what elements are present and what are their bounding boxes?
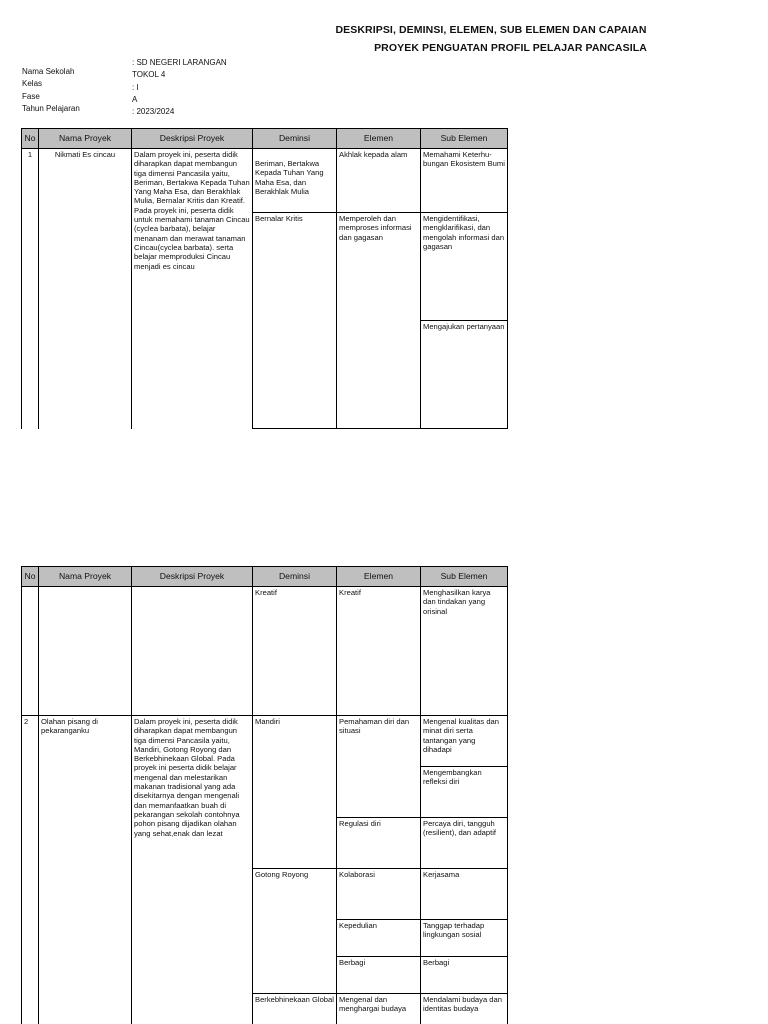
col-nama-proyek: Nama Proyek (39, 567, 132, 587)
col-elemen: Elemen (337, 129, 421, 149)
row-no: 2 (22, 716, 39, 1024)
row-elemen: Berbagi (337, 957, 421, 994)
col-deminsi: Deminsi (253, 129, 337, 149)
row-deminsi: Gotong Royong (253, 869, 337, 994)
row-no: 1 (22, 149, 39, 429)
row-sub-elemen: Tanggap terhadap lingkungan sosial (421, 920, 508, 957)
row-deskripsi-empty (132, 587, 253, 716)
table-row (22, 587, 508, 716)
row-sub-elemen: Mengidentifikasi, mengklarifikasi, dan mengolah informasi dan gagasan (421, 213, 508, 321)
school-info-labels (22, 66, 80, 115)
row-deminsi: Berkebhinekaan Global (253, 994, 337, 1024)
row-elemen: Memperoleh dan memproses informasi dan gagasan (337, 213, 421, 429)
row-sub-elemen: Percaya diri, tangguh (resilient), dan adaptif (421, 818, 508, 869)
row-nama-proyek: Nikmati Es cincau (39, 149, 132, 429)
col-no: No (22, 567, 39, 587)
col-no: No (22, 129, 39, 149)
row-sub-elemen: Kerjasama (421, 869, 508, 920)
row-nama-empty (39, 587, 132, 716)
project-table-1 (21, 128, 508, 429)
col-deskripsi: Deskripsi Proyek (132, 567, 253, 587)
school-info-values (132, 57, 227, 118)
row-deminsi: Beriman, Bertakwa Kepada Tuhan Yang Maha Esa, dan Berakhlak Mulia (253, 149, 337, 213)
value-sekolah: : SD NEGERI LARANGAN (132, 58, 227, 67)
row-sub-elemen: Mengenal kualitas dan minat diri serta tantangan yang dihadapi (421, 716, 508, 767)
row-deskripsi: Dalam proyek ini, peserta didik diharapkan dapat membangun tiga dimensi Pancasila yaitu, Mandiri, Gotong Royong dan Berkebhinekaan Global. Pada proyek ini peserta didik belajar mengenal dan melestarikan makanan tradisional yang ada disekitarnya dengan mengenali dan memanfaatkan buah di pekarangan sekolah contohnya pohon pisang dijadikan olahan yang sehat,enak dan lezat (132, 716, 253, 1024)
value-tahun: : 2023/2024 (132, 107, 175, 117)
col-sub-elemen: Sub Elemen (421, 567, 508, 587)
row-elemen: Kepedulian (337, 920, 421, 957)
page-title-line1: DESKRIPSI, DEMINSI, ELEMEN, SUB ELEMEN DAN CAPAIAN (335, 24, 647, 36)
row-elemen: Pemahaman diri dan situasi (337, 716, 421, 818)
row-deminsi: Mandiri (253, 716, 337, 869)
label-kelas: Kelas (22, 79, 43, 89)
value-kelas: : I (132, 82, 139, 92)
row-deskripsi: Dalam proyek ini, peserta didik diharapkan dapat membangun tiga dimensi Pancasila yaitu, Beriman, Bertakwa Kepada Tuhan Yang Maha Esa, dan Berakhlak Mulia, Bernalar Kritis dan Kreatif. Pada proyek ini, peserta didik untuk memahami tanaman Cincau (cyclea barbata), belajar menanam dan merawat tanaman Cincau(cyclea barbata). serta belajar memproduksi Cincau menjadi es cincau (132, 149, 253, 429)
label-tahun: Tahun Pelajaran (22, 103, 80, 113)
project-table-2 (21, 566, 508, 1024)
col-deskripsi: Deskripsi Proyek (132, 129, 253, 149)
table-row (22, 716, 508, 767)
col-deminsi: Deminsi (253, 567, 337, 587)
row-sub-elemen: Mengembangkan refleksi diri (421, 767, 508, 818)
col-sub-elemen: Sub Elemen (421, 129, 508, 149)
row-sub-elemen: Mendalami budaya dan identitas budaya (421, 994, 508, 1024)
label-nama-sekolah: Nama Sekolah (22, 67, 75, 76)
value-fase: A (132, 94, 138, 104)
value-sekolah-2: TOKOL 4 (132, 70, 166, 80)
page-title-line2: PROYEK PENGUATAN PROFIL PELAJAR PANCASILA (374, 42, 647, 54)
row-sub-elemen: Menghasilkan karya dan tindakan yang orisinal (421, 587, 508, 716)
row-deminsi: Bernalar Kritis (253, 213, 337, 429)
label-fase: Fase (22, 91, 40, 101)
row-elemen: Kreatif (337, 587, 421, 716)
row-elemen: Kolaborasi (337, 869, 421, 920)
row-nama-proyek: Olahan pisang di pekaranganku (39, 716, 132, 1024)
table-header (22, 567, 508, 587)
row-deminsi: Kreatif (253, 587, 337, 716)
col-elemen: Elemen (337, 567, 421, 587)
row-elemen: Akhlak kepada alam (337, 149, 421, 213)
row-sub-elemen: Berbagi (421, 957, 508, 994)
row-elemen: Regulasi diri (337, 818, 421, 869)
row-sub-elemen: Memahami Keterhu-bungan Ekosistem Bumi (421, 149, 508, 213)
table-row (22, 149, 508, 213)
row-sub-elemen: Mengajukan pertanyaan (421, 321, 508, 429)
table-header (22, 129, 508, 149)
title-area (0, 20, 647, 60)
row-no-empty (22, 587, 39, 716)
row-elemen: Mengenal dan menghargai budaya (337, 994, 421, 1024)
col-nama-proyek: Nama Proyek (39, 129, 132, 149)
